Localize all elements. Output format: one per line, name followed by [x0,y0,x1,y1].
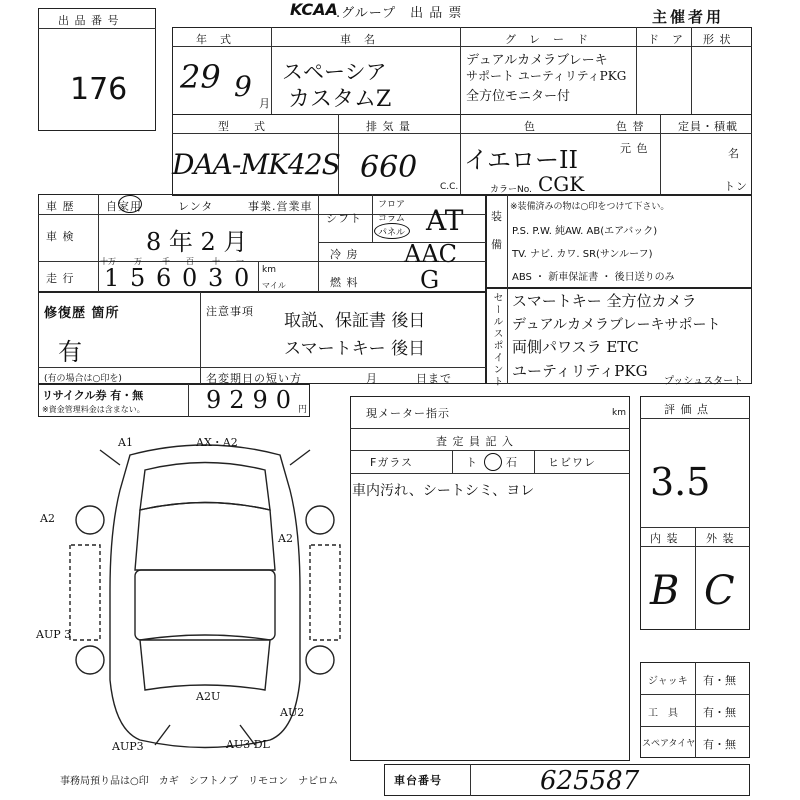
equipment-char-2: 備 [491,238,503,251]
color-value: イエローII [464,146,579,174]
digit-label-3: 百 [186,257,194,266]
damage-mark-8: AU3 DL [226,738,270,751]
spare-label: スペアタイヤ [642,739,696,749]
damage-mark-3: A2 [40,512,55,525]
year-value: 29 [180,58,221,96]
damage-mark-7: AUP3 [112,740,144,753]
digit-label-1: 万 [134,257,142,266]
car-name-line2: カスタムZ [288,87,392,112]
glass-opt-3: ヒビワレ [548,456,596,469]
name-label: 車 名 [340,33,376,46]
body-label: 形 状 [703,33,732,46]
rental-label: レンタ [178,200,214,213]
displacement-label: 排 気 量 [366,120,411,133]
color-label: 色 [524,120,536,133]
title-deadline-label: 名変期日の短い方 [206,372,302,385]
repair-label: 修復歴 箇所 [44,306,120,321]
jack-label: ジャッキ [648,676,688,687]
fuel-value: G [420,266,440,294]
mileage-label: 走 行 [46,272,75,285]
repair-note: (有の場合は○印を) [44,374,122,384]
office-note: 事務局預り品は○印 カギ シフトノブ リモコン ナビロム [60,776,339,787]
equipment-char-1: 装 [491,210,503,223]
own-use-circle [118,195,142,213]
car-name-line1: スペーシア [282,60,387,84]
recycle-note: ※資金管理料金は含まない。 [42,405,145,414]
cc-label: C.C. [440,182,459,192]
damage-mark-9: AU2 [280,706,305,719]
month-value: 9 [234,70,252,103]
kcaa-logo: KCAA [290,0,338,19]
shift-column: コラム [378,214,405,224]
title-deadline-day: 日まで [416,372,452,385]
sales-point-3: 両側パワスラ ETC [512,338,639,356]
color-no-value: CGK [538,172,585,196]
jack-value: 有・無 [703,674,736,687]
km-label: km [262,265,276,275]
damage-mark-1: A1 [118,436,133,449]
inspector-note: 車内汚れ、シートシミ、ヨレ [352,483,535,499]
title-deadline-month: 月 [366,372,378,385]
history-label: 車 歴 [46,200,75,213]
damage-mark-2: AX・A2 [196,436,238,449]
cooling-value: AAC [404,240,458,268]
chassis-label: 車台番号 [394,774,442,787]
original-color-label: 元 色 [620,142,649,155]
sales-point-2: デュアルカメラブレーキサポート [512,317,721,333]
shift-label: シフト [326,212,362,225]
digit-label-0: 十万 [100,257,116,266]
score-label: 評 価 点 [664,403,709,416]
own-use-label: 自家用 [106,200,142,213]
model-label: 型 式 [218,120,266,133]
car-diagram [60,430,350,760]
mileage-digit-0: 1 [104,264,120,292]
digit-label-4: 十 [212,257,220,266]
capacity-label: 定員・積載 [678,120,738,133]
glass-opt-1: ト [466,456,478,469]
equipment-note: ※装備済みの物は○印をつけて下さい。 [510,202,670,212]
chassis-value: 625587 [540,766,640,796]
interior-value: B [650,568,680,614]
grade-line3: 全方位モニター付 [466,89,571,104]
inspector-label: 査 定 員 記 入 [436,435,514,448]
form-title: .グループ 出 品 票 [336,6,463,21]
shift-panel: パネル [378,228,406,238]
recycle-value: 9290 [206,386,300,414]
month-unit: 月 [259,97,271,110]
mileage-digit-3: 0 [182,264,198,292]
mileage-digit-5: 0 [234,264,250,292]
sales-point-label: セールスポイント [491,292,502,388]
grade-line2: サポート ユーティリティPKG [466,69,627,83]
grade-label: グ レ ー ド [505,33,589,46]
glass-label: Fガラス [370,456,413,469]
repair-value: 有 [58,338,82,366]
year-label: 年 式 [196,33,232,46]
inspection-value: 8 年 2 月 [146,228,248,256]
recycle-label: リサイクル券 有・無 [42,389,144,402]
cooling-label: 冷 房 [330,248,359,261]
remarks-line1: 取説、保証書 後日 [284,311,426,331]
model-value: DAA-MK42S [172,148,340,181]
meter-km: km [612,408,626,418]
lot-number: 176 [70,72,128,107]
displacement-value: 660 [360,150,418,185]
shift-floor: フロア [378,200,406,210]
damage-mark-5: AUP 3 [36,628,72,641]
damage-mark-4: A2 [278,532,293,545]
persons-label: 名 [728,147,740,160]
yen-label: 円 [298,405,308,415]
digit-label-2: 千 [162,257,170,266]
mileage-digit-2: 6 [156,264,172,292]
spare-value: 有・無 [703,738,736,751]
equipment-line1: P.S. P.W. 純AW. AB(エアバック) [512,226,658,237]
sales-point-1: スマートキー 全方位カメラ [512,292,697,310]
mileage-digit-4: 3 [208,264,224,292]
inspection-label: 車 検 [46,230,75,243]
business-label: 事業.営業車 [248,200,313,213]
color-change-label: 色 替 [616,120,645,133]
sales-point-5: プッシュスタート [664,376,744,387]
tools-label: 工 具 [648,708,678,719]
shift-value: AT [426,204,464,237]
tools-value: 有・無 [703,706,736,719]
damage-mark-6: A2U [196,690,221,703]
miles-label: マイル [262,281,286,290]
meter-label: 現メーター指示 [366,407,450,420]
score-value: 3.5 [650,460,711,504]
shift-panel-circle [374,223,410,239]
equipment-line2: TV. ナビ. カワ. SR(サンルーフ) [512,249,653,260]
equipment-line3: ABS ・ 新車保証書 ・ 後日送りのみ [512,272,675,283]
glass-opt-2: 石 [506,456,518,469]
fuel-label: 燃 料 [330,276,359,289]
glass-circle [484,453,502,471]
grade-line1: デュアルカメラブレーキ [466,53,608,68]
organizer-label: 主催者用 [652,8,725,26]
color-no-label: カラーNo. [490,185,532,195]
exterior-label: 外 装 [706,532,735,545]
remarks-line2: スマートキー 後日 [284,339,426,359]
door-label: ド ア [648,33,684,46]
lot-number-label: 出 品 番 号 [58,14,120,27]
sales-point-4: ユーティリティPKG [512,362,648,380]
tons-label: トン [724,180,748,193]
interior-label: 内 装 [650,532,679,545]
remarks-label: 注意事項 [206,305,254,318]
digit-label-5: 一 [236,257,244,266]
mileage-digit-1: 5 [130,264,146,292]
exterior-value: C [704,568,735,614]
